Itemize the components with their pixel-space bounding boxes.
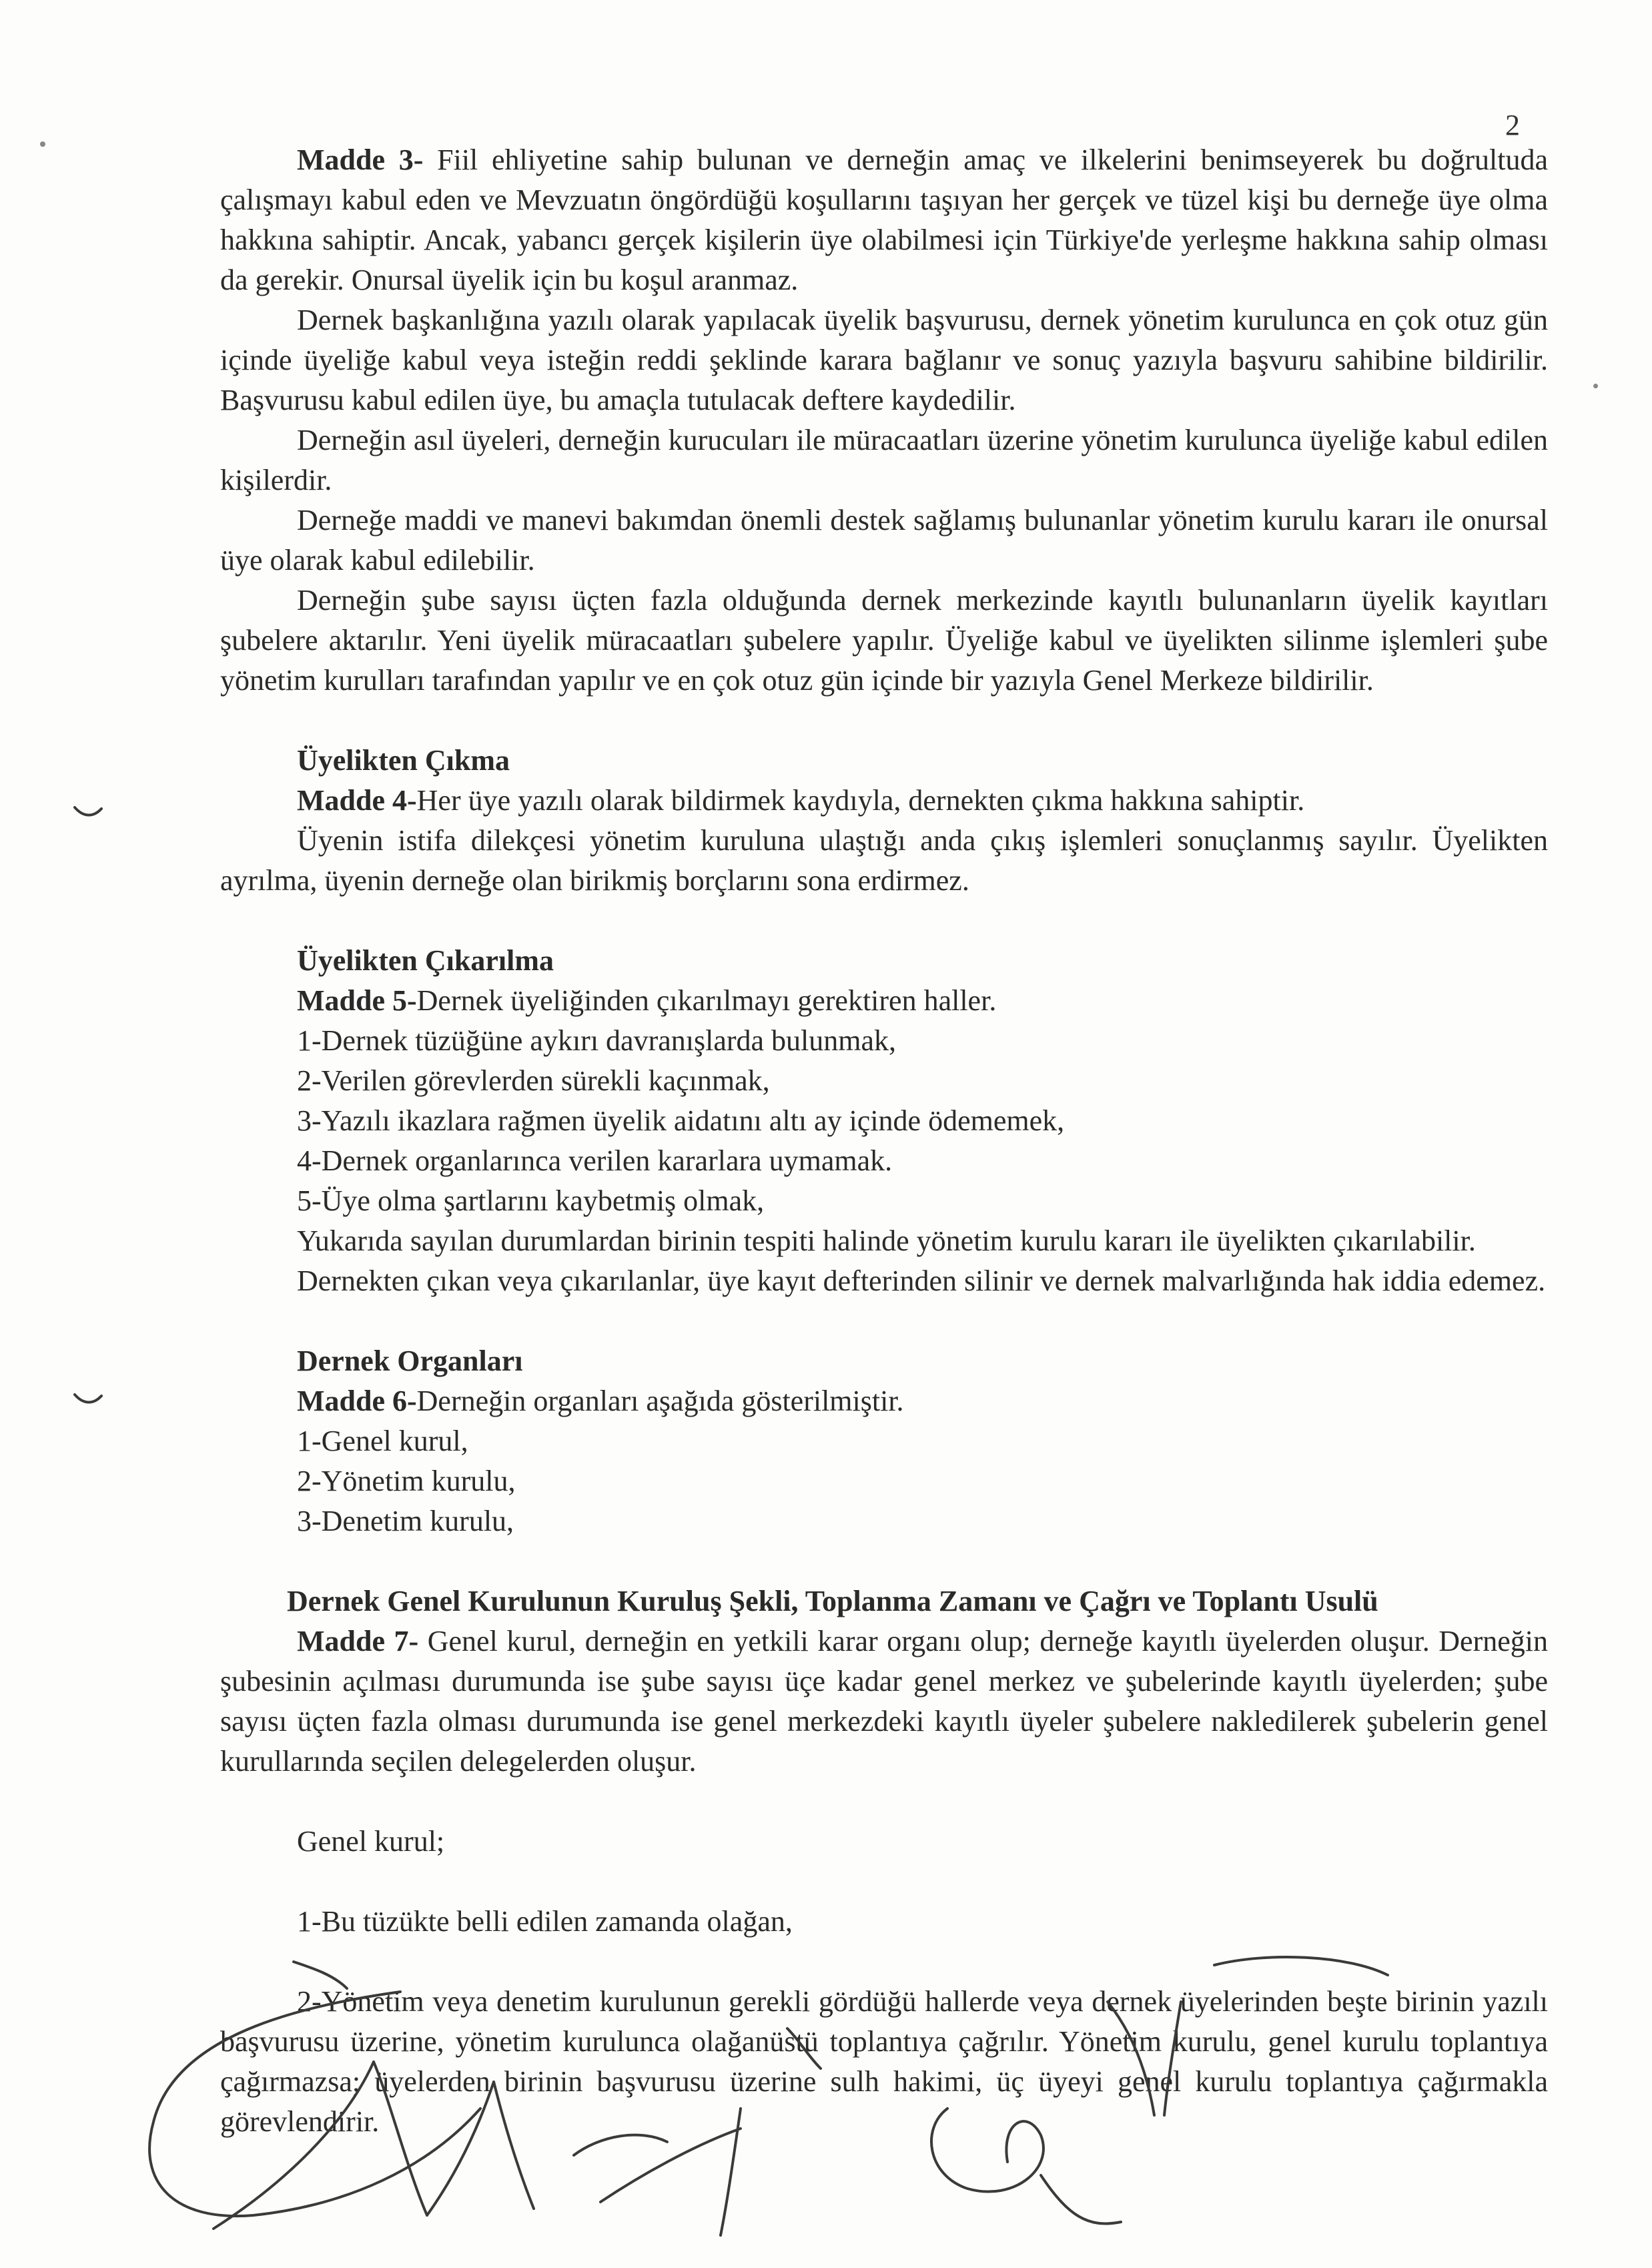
madde-4-paragraph-2: Üyenin istifa dilekçesi yönetim kuruluna ulaştığı anda çıkış işlemleri sonuçlanmış sayılır. Üyelikten ayrılma, üyenin derneğe olan birikmiş borçlarını sona erdirmez. bbox=[220, 824, 1548, 897]
list-item: 3-Yazılı ikazlara rağmen üyelik aidatını altı ay içinde ödememek, bbox=[297, 1104, 1065, 1137]
scan-speck bbox=[40, 141, 45, 147]
list-item: 3-Denetim kurulu, bbox=[297, 1505, 514, 1537]
spacer bbox=[220, 1942, 1548, 1982]
madde-5-text: Dernek üyeliğinden çıkarılmayı gerektiren haller. bbox=[416, 984, 997, 1017]
madde-5-paragraph-2: Yukarıda sayılan durumlardan birinin tespiti halinde yönetim kurulu kararı ile üyelikten çıkarılabilir. bbox=[297, 1224, 1476, 1257]
madde-3-label: Madde 3- bbox=[297, 143, 424, 176]
genel-kurul-item-1: 1-Bu tüzükte belli edilen zamanda olağan, bbox=[297, 1905, 793, 1938]
madde-3-paragraph-2: Dernek başkanlığına yazılı olarak yapılacak üyelik başvurusu, dernek yönetim kurulunca en çok otuz gün içinde üyeliğe kabul veya isteğin reddi şeklinde karara bağlanır ve sonuç yazıyla başvuru sahibine bildirilir. Başvurusu kabul edilen üye, bu amaçla tutulacak deftere kaydedilir. bbox=[220, 304, 1548, 416]
madde-3-paragraph bbox=[220, 140, 1548, 300]
madde-6-paragraph bbox=[220, 1381, 1548, 1421]
margin-mark bbox=[75, 807, 101, 815]
madde-4-paragraph bbox=[220, 781, 1548, 821]
madde-3-paragraph-4: Derneğe maddi ve manevi bakımdan önemli destek sağlamış bulunanlar yönetim kurulu kararı ile onursal üye olarak kabul edilebilir. bbox=[220, 504, 1548, 577]
document-body bbox=[220, 140, 1548, 2142]
section-heading-uyelikten-cikma: Üyelikten Çıkma bbox=[297, 744, 510, 777]
scan-speck bbox=[1593, 384, 1598, 388]
list-item: 2-Verilen görevlerden sürekli kaçınmak, bbox=[297, 1064, 770, 1097]
section-heading-uyelikten-cikarilma: Üyelikten Çıkarılma bbox=[297, 944, 554, 977]
list-item: 1-Genel kurul, bbox=[297, 1425, 468, 1457]
section-heading-genel-kurul: Dernek Genel Kurulunun Kuruluş Şekli, Toplanma Zamanı ve Çağrı ve Toplantı Usulü bbox=[287, 1585, 1378, 1617]
madde-7-text: Genel kurul, derneğin en yetkili karar organı olup; derneğe kayıtlı üyelerden oluşur. Derneğin şubesinin açılması durumunda ise şube sayısı üçe kadar genel merkez ve şubelerinde kayıtlı üyelerden; şube sayısı üçten fazla olması durumunda ise genel merkezdeki kayıtlı üyeler şubelere nakledilerek şubelerin genel kurullarında seçilen delegelerden oluşur. bbox=[220, 1625, 1548, 1778]
madde-5-label: Madde 5- bbox=[297, 984, 417, 1017]
genel-kurul-item-2: 2-Yönetim veya denetim kurulunun gerekli gördüğü hallerde veya dernek üyelerinden beşte birinin yazılı başvurusu üzerine, yönetim kurulunca olağanüstü toplantıya çağrılır. Yönetim kurulu, genel kurulu toplantıya çağırmazsa; üyelerden birinin başvurusu üzerine sulh hakimi, üç üyeyi genel kurulu toplantıya çağırmakla görevlendirir. bbox=[220, 1985, 1548, 2138]
madde-3-text: Fiil ehliyetine sahip bulunan ve derneğin amaç ve ilkelerini benimseyerek bu doğrultuda çalışmayı kabul eden ve Mevzuatın öngördüğü koşullarını taşıyan her gerçek ve tüzel kişi bu derneğe üye olma hakkına sahiptir. Ancak, yabancı gerçek kişilerin üye olabilmesi için Türkiye'de yerleşme hakkına sahip olması da gerekir. Onursal üyelik için bu koşul aranmaz. bbox=[220, 143, 1549, 296]
madde-4-text: Her üye yazılı olarak bildirmek kaydıyla, dernekten çıkma hakkına sahiptir. bbox=[416, 784, 1305, 817]
spacer bbox=[220, 1782, 1548, 1822]
madde-6-label: Madde 6- bbox=[297, 1385, 417, 1417]
spacer bbox=[220, 701, 1548, 741]
madde-3-paragraph-3: Derneğin asıl üyeleri, derneğin kurucuları ile müracaatları üzerine yönetim kurulunca üyeliğe kabul edilen kişilerdir. bbox=[220, 424, 1548, 496]
spacer bbox=[220, 901, 1548, 941]
madde-5-paragraph bbox=[220, 981, 1548, 1021]
spacer bbox=[220, 1862, 1548, 1902]
list-item: 1-Dernek tüzüğüne aykırı davranışlarda bulunmak, bbox=[297, 1024, 897, 1057]
spacer bbox=[220, 1301, 1548, 1341]
list-item: 4-Dernek organlarınca verilen kararlara uymamak. bbox=[297, 1144, 893, 1177]
page-number: 2 bbox=[1505, 109, 1520, 141]
list-item: 5-Üye olma şartlarını kaybetmiş olmak, bbox=[297, 1184, 765, 1217]
madde-5-paragraph-3: Dernekten çıkan veya çıkarılanlar, üye kayıt defterinden silinir ve dernek malvarlığında hak iddia edemez. bbox=[297, 1264, 1546, 1297]
madde-6-text: Derneğin organları aşağıda gösterilmiştir. bbox=[416, 1385, 904, 1417]
madde-3-paragraph-5: Derneğin şube sayısı üçten fazla olduğunda dernek merkezinde kayıtlı bulunanların üyelik kayıtları şubelere aktarılır. Yeni üyelik müracaatları şubelere yapılır. Üyeliğe kabul ve üyelikten silinme işlemleri şube yönetim kurulları tarafından yapılır ve en çok otuz gün içinde bir yazıyla Genel Merkeze bildirilir. bbox=[220, 584, 1548, 697]
madde-7-paragraph bbox=[220, 1621, 1548, 1782]
margin-mark bbox=[75, 1395, 101, 1403]
list-item: 2-Yönetim kurulu, bbox=[297, 1465, 516, 1497]
section-heading-dernek-organlari: Dernek Organları bbox=[297, 1345, 523, 1377]
spacer bbox=[220, 1541, 1548, 1581]
madde-4-label: Madde 4- bbox=[297, 784, 417, 817]
madde-7-label: Madde 7- bbox=[297, 1625, 419, 1657]
genel-kurul-intro: Genel kurul; bbox=[297, 1825, 445, 1858]
